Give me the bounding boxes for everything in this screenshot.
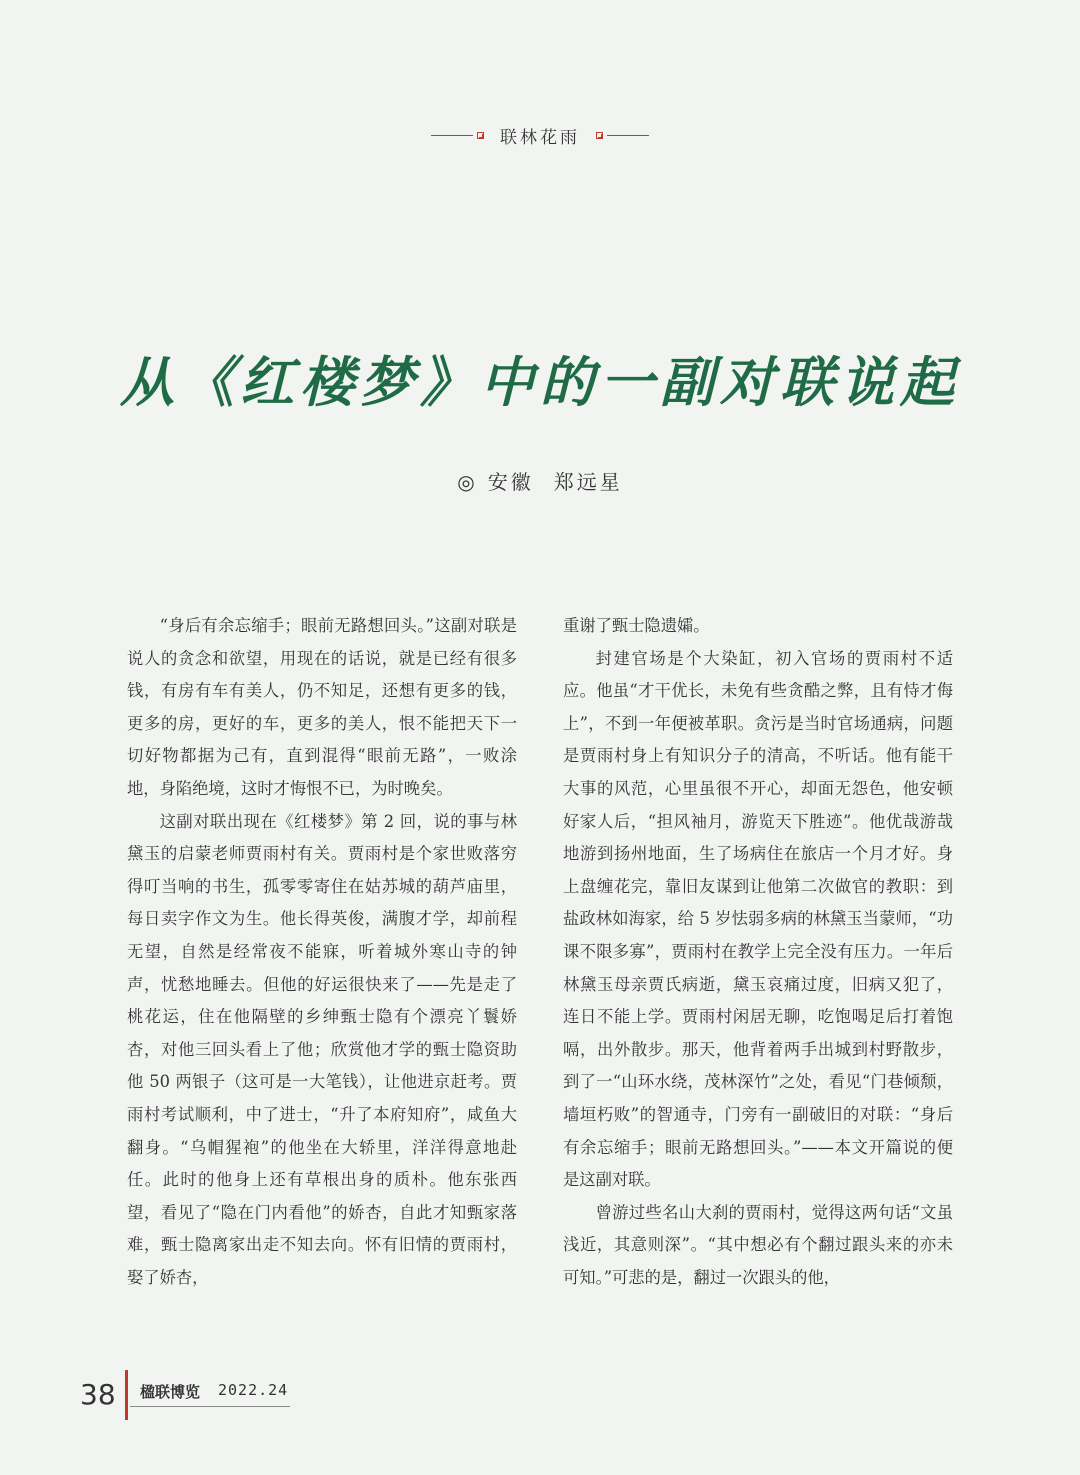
byline-place: 安徽 (487, 470, 534, 494)
issue-number: 2022.24 (218, 1381, 289, 1399)
page-number: 38 (80, 1378, 116, 1411)
article-title: 从《红楼梦》中的一副对联说起 (120, 350, 960, 414)
paragraph-continuation: 重谢了甄士隐遗孀。 (563, 616, 710, 635)
right-column (563, 610, 953, 1294)
paragraph: 封建官场是个大染缸，初入官场的贾雨村不适应。他虽“才干优长，未免有些贪酷之弊，且有恃才侮上”，不到一年便被革职。贪污是当时官场通病，问题是贾雨村身上有知识分子的清高，不听话。他有能干大事的风范，心里虽很不开心，却面无怨色，他安顿好家人后，“担风袖月，游览天下胜迹”。他优哉游哉地游到扬州地面，生了场病住在旅店一个月才好。身上盘缠花完，靠旧友谋到让他第二次做官的教职：到盐政林如海家，给 5 岁怯弱多病的林黛玉当蒙师，“功课不限多寡”，贾雨村在教学上完全没有压力。一年后林黛玉母亲贾氏病逝，黛玉哀痛过度，旧病又犯了，连日不能上学。贾雨村闲居无聊，吃饱喝足后打着饱嗝，出外散步。那天，他背着两手出城到村野散步，到了一“山环水绕，茂林深竹”之处，看见“门巷倾颓，墙垣朽败”的智通寺，门旁有一副破旧的对联：“身后有余忘缩手；眼前无路想回头。”——本文开篇说的便是这副对联。 (563, 648, 953, 1190)
footer-accent-bar (125, 1370, 128, 1420)
paragraph: 这副对联出现在《红楼梦》第 2 回，说的事与林黛玉的启蒙老师贾雨村有关。贾雨村是个家世败落穷得叮当响的书生，孤零零寄住在姑苏城的葫芦庙里，每日卖字作文为生。他长得英俊，满腹才学，却前程无望，自然是经常夜不能寐，听着城外寒山寺的钟声，忧愁地睡去。但他的好运很快来了——先是走了桃花运，住在他隔壁的乡绅甄士隐有个漂亮丫鬟娇杏，对他三回头看上了他；欣赏他才学的甄士隐资助他 50 两银子（这可是一大笔钱），让他进京赶考。贾雨村考试顺利，中了进士，“升了本府知府”，咸鱼大翻身。“乌帽猩袍”的他坐在大轿里，洋洋得意地赴任。此时的他身上还有草根出身的质朴。他东张西望，看见了“隐在门内看他”的娇杏，自此才知甄家落难，甄士隐离家出走不知去向。怀有旧情的贾雨村，娶了娇杏， (127, 811, 517, 1287)
section-label: 联林花雨 (500, 127, 580, 148)
decorative-knot-icon (477, 132, 484, 139)
left-column (127, 610, 517, 1294)
decorative-knot-icon (596, 132, 603, 139)
byline-author: 郑远星 (553, 470, 623, 494)
magazine-name: 楹联博览 (140, 1383, 201, 1401)
paragraph: 曾游过些名山大刹的贾雨村，觉得这两句话“文虽浅近，其意则深”。“其中想必有个翻过跟头来的亦未可知。”可悲的是，翻过一次跟头的他， (563, 1202, 953, 1287)
section-header (0, 120, 1080, 150)
paragraph: “身后有余忘缩手；眼前无路想回头。”这副对联是说人的贪念和欲望，用现在的话说，就是已经有很多钱，有房有车有美人，仍不知足，还想有更多的钱，更多的房，更好的车，更多的美人，恨不能把天下一切好物都据为己有，直到混得“眼前无路”，一败涂地，身陷绝境，这时才悔恨不已，为时晚矣。 (127, 616, 517, 798)
byline-mark: ◎ (457, 470, 478, 494)
decorative-line-left (431, 135, 473, 136)
footer-rule (130, 1406, 290, 1407)
byline (0, 466, 1080, 495)
decorative-line-right (607, 135, 649, 136)
